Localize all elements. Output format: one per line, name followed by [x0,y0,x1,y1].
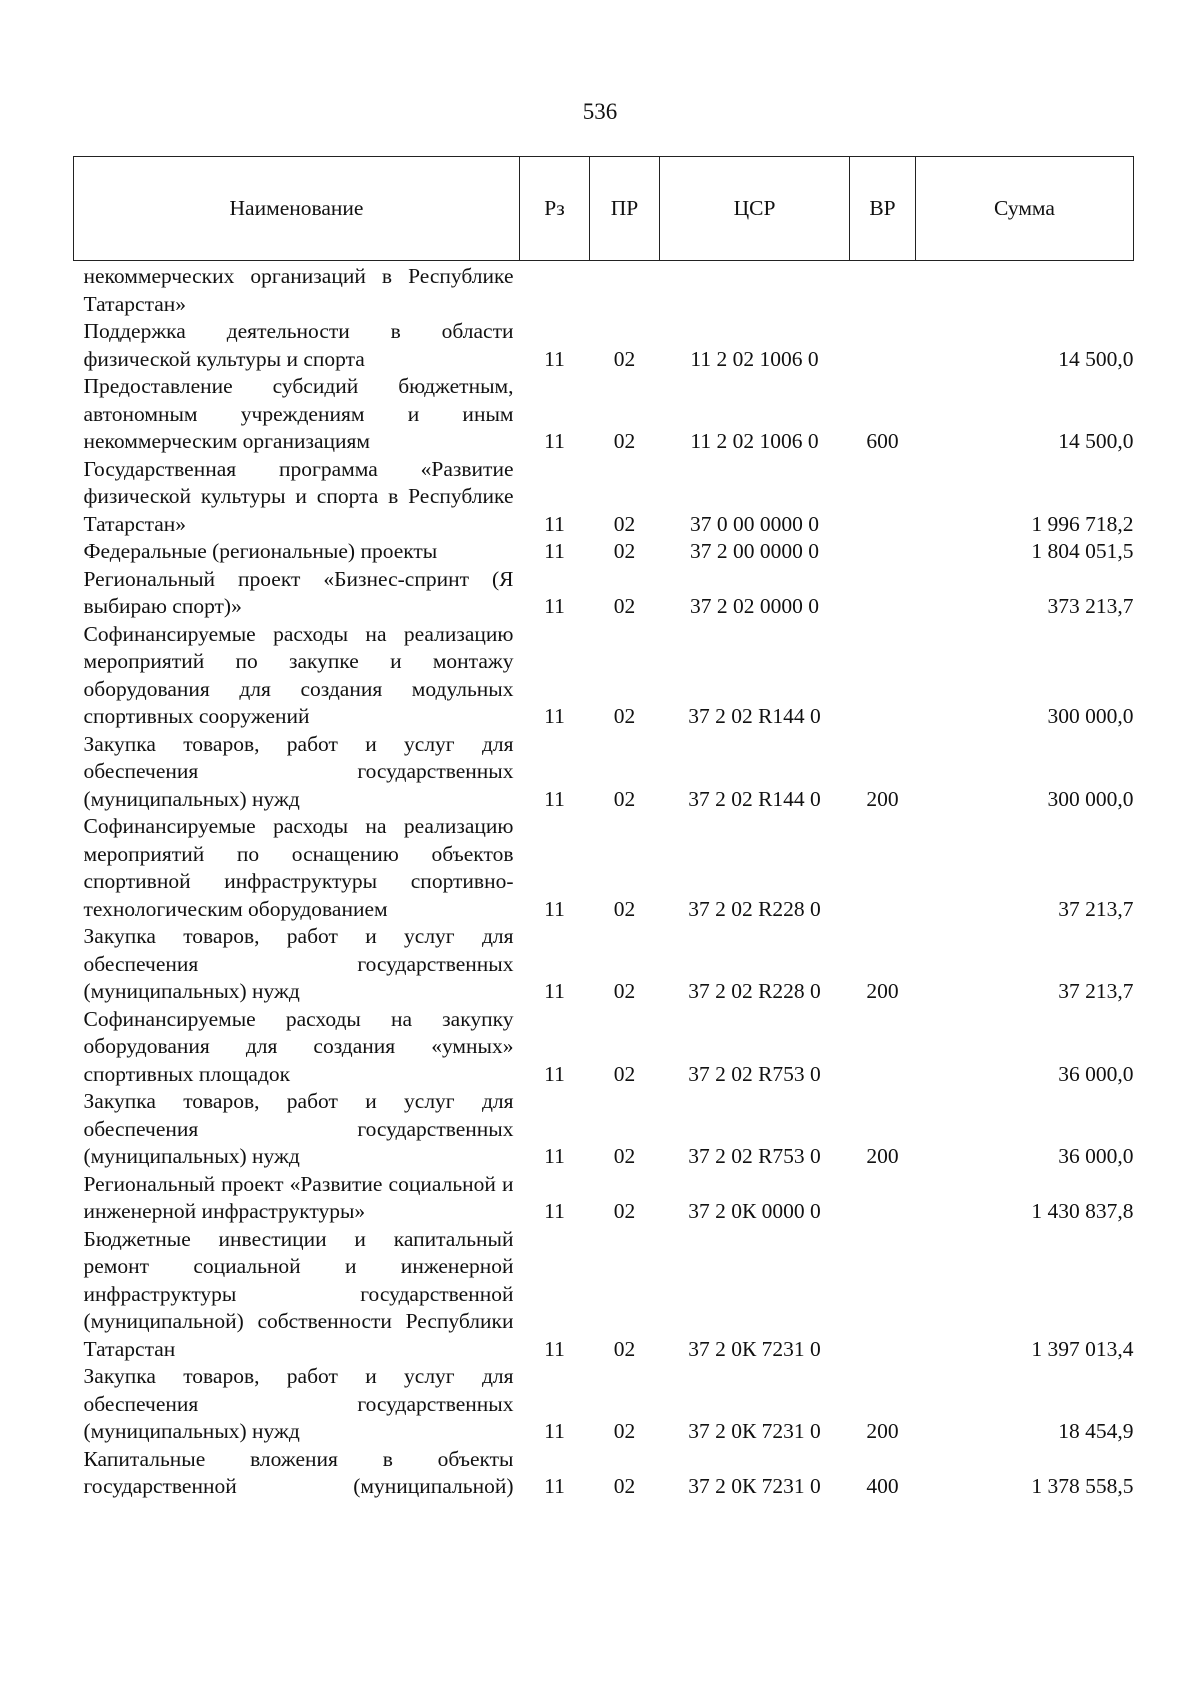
row-pr: 02 [613,346,636,371]
row-vr: 200 [866,979,899,1003]
table-row [74,813,1134,923]
row-csr: 37 2 0К 0000 0 [688,1199,821,1223]
row-pr: 02 [613,1061,636,1086]
row-rz: 11 [544,786,565,811]
header-name: Наименование [74,157,520,261]
table-row [74,566,1134,621]
header-vr: ВР [850,157,916,261]
row-pr: 02 [613,1199,636,1223]
row-name: некоммерческих организаций в Республике Татарстан» [83,264,514,316]
row-vr [850,1226,916,1364]
row-vr: 600 [866,429,899,453]
row-name: Предоставление субсидий бюджетным, автономным учреждениям и иным некоммерческим организациям [83,374,514,453]
table-header-row [74,157,1134,261]
row-csr [660,261,850,319]
row-rz: 11 [544,1199,565,1223]
row-rz: 11 [544,1336,565,1361]
table-row [74,923,1134,1006]
row-sum: 1 804 051,5 [1031,539,1134,563]
row-rz: 11 [544,511,565,536]
row-name: Региональный проект «Развитие социальной и инженерной инфраструктуры» [83,1171,514,1223]
table-row [74,538,1134,566]
row-sum: 1 996 718,2 [1031,511,1134,536]
row-csr: 37 0 00 0000 0 [690,511,819,536]
row-sum: 300 000,0 [1047,786,1134,811]
row-pr: 02 [613,979,636,1003]
row-name: Софинансируемые расходы на реализацию мероприятий по закупке и монтажу оборудования для создания модульных спортивных сооружений [83,621,514,728]
header-pr: ПР [590,157,660,261]
row-csr: 37 2 02 R144 0 [688,786,821,811]
row-vr [850,1171,916,1226]
row-csr: 37 2 02 0000 0 [690,594,819,618]
row-rz [520,261,590,319]
row-vr: 200 [866,786,899,811]
row-pr: 02 [613,896,636,921]
row-pr: 02 [613,429,636,453]
row-sum: 300 000,0 [1047,704,1134,728]
row-vr: 200 [866,1419,899,1443]
row-pr: 02 [613,1336,636,1361]
row-sum: 1 397 013,4 [1031,1336,1134,1361]
row-name: Закупка товаров, работ и услуг для обеспечения государственных (муниципальных) нужд [83,924,514,1003]
table-row [74,1363,1134,1446]
row-name: Закупка товаров, работ и услуг для обеспечения государственных (муниципальных) нужд [83,731,514,811]
table-body [74,261,1134,1501]
table-row [74,1171,1134,1226]
row-vr [850,538,916,566]
row-sum: 18 454,9 [1058,1419,1134,1443]
row-csr: 37 2 0К 7231 0 [688,1474,821,1498]
row-pr: 02 [613,786,636,811]
row-pr [590,261,660,319]
row-vr [850,318,916,373]
row-sum [916,261,1134,319]
row-csr: 37 2 02 R144 0 [688,704,821,728]
row-csr: 37 2 02 R753 0 [688,1061,821,1086]
table-row [74,1088,1134,1171]
budget-table [73,156,1134,1501]
table-row [74,261,1134,319]
row-vr [850,621,916,731]
table-row [74,318,1134,373]
row-rz: 11 [544,346,565,371]
row-name: Федеральные (региональные) проекты [83,539,438,563]
row-rz: 11 [544,979,565,1003]
row-csr: 37 2 0К 7231 0 [688,1419,821,1443]
row-vr [850,813,916,923]
row-pr: 02 [613,1474,636,1498]
row-sum: 373 213,7 [1047,594,1134,618]
row-pr: 02 [613,704,636,728]
table-row [74,1006,1134,1089]
table-row [74,621,1134,731]
row-vr: 400 [866,1474,899,1498]
table-row [74,731,1134,814]
row-pr: 02 [613,1419,636,1443]
row-rz: 11 [544,1144,565,1168]
row-name: Поддержка деятельности в области физической культуры и спорта [83,319,514,371]
row-name: Региональный проект «Бизнес-спринт (Я выбираю спорт)» [83,566,514,618]
header-sum: Сумма [916,157,1134,261]
row-pr: 02 [613,539,636,563]
row-vr: 200 [866,1144,899,1168]
row-name: Государственная программа «Развитие физической культуры и спорта в Республике Татарстан» [83,456,514,536]
row-vr [850,261,916,319]
table-row [74,1226,1134,1364]
row-csr: 37 2 00 0000 0 [690,539,819,563]
table-row [74,1446,1134,1501]
row-csr: 11 2 02 1006 0 [690,346,819,371]
row-vr [850,1006,916,1089]
row-name: Капитальные вложения в объекты государственной (муниципальной) [83,1446,514,1498]
row-sum: 1 378 558,5 [1031,1474,1134,1498]
row-pr: 02 [613,1144,636,1168]
row-vr [850,456,916,539]
row-rz: 11 [544,539,565,563]
row-rz: 11 [544,1419,565,1443]
row-csr: 37 2 02 R228 0 [688,896,821,921]
row-pr: 02 [613,511,636,536]
row-sum: 37 213,7 [1058,896,1134,921]
row-rz: 11 [544,594,565,618]
row-sum: 14 500,0 [1058,346,1134,371]
row-rz: 11 [544,704,565,728]
row-csr: 37 2 0К 7231 0 [688,1336,821,1361]
row-sum: 1 430 837,8 [1031,1199,1134,1223]
row-rz: 11 [544,1061,565,1086]
row-rz: 11 [544,1474,565,1498]
row-csr: 11 2 02 1006 0 [690,429,819,453]
row-rz: 11 [544,896,565,921]
row-sum: 14 500,0 [1058,429,1134,453]
row-name: Софинансируемые расходы на закупку оборудования для создания «умных» спортивных площадок [83,1006,514,1086]
row-name: Софинансируемые расходы на реализацию мероприятий по оснащению объектов спортивной инфраструктуры спортивно-технологическим оборудованием [83,814,514,921]
page-number: 536 [582,99,618,124]
row-csr: 37 2 02 R228 0 [688,979,821,1003]
row-vr [850,566,916,621]
row-rz: 11 [544,429,565,453]
row-name: Закупка товаров, работ и услуг для обеспечения государственных (муниципальных) нужд [83,1089,514,1168]
row-name: Бюджетные инвестиции и капитальный ремонт социальной и инженерной инфраструктуры государственной (муниципальной) собственности Республики Татарстан [83,1226,514,1361]
row-pr: 02 [613,594,636,618]
row-sum: 36 000,0 [1058,1144,1134,1168]
header-rz: Рз [520,157,590,261]
table-row [74,456,1134,539]
header-csr: ЦСР [660,157,850,261]
row-sum: 36 000,0 [1058,1061,1134,1086]
row-csr: 37 2 02 R753 0 [688,1144,821,1168]
table-row [74,373,1134,456]
row-sum: 37 213,7 [1058,979,1134,1003]
row-name: Закупка товаров, работ и услуг для обеспечения государственных (муниципальных) нужд [83,1364,514,1443]
